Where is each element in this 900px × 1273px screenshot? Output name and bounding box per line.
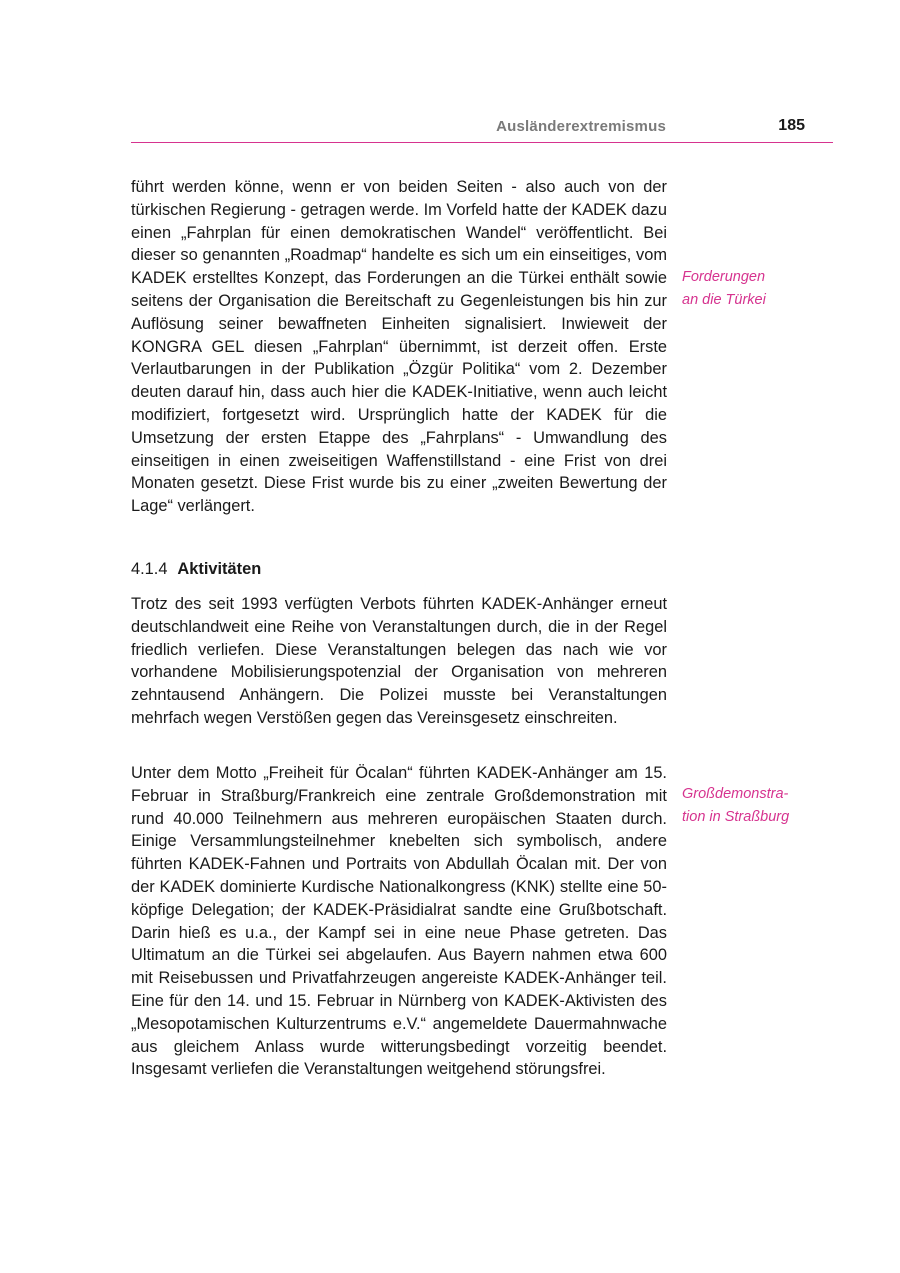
margin-note-line: an die Türkei [682, 291, 766, 308]
page-number: 185 [778, 117, 805, 134]
paragraph-demonstration: Unter dem Motto „Freiheit für Öcalan“ führten KADEK-Anhänger am 15. Februar in Straßburg/Frankreich eine zentrale Großdemonstration mit rund 40.000 Teilnehmern aus mehreren europäischen Staaten durch. Einige Versammlungsteilnehmer knebelten sich symbolisch, andere führten KADEK-Fahnen und Portraits von Abdullah Öcalan mit. Der von der KADEK dominierte Kurdische Nationalkongress (KNK) stellte eine 50-köpfige Delegation; der KADEK-Präsidialrat sandte eine Grußbotschaft. Darin hieß es u.a., der Kampf sei in eine neue Phase getreten. Das Ultimatum an die Türkei sei abgelaufen. Aus Bayern nahmen etwa 600 mit Reisebussen und Privatfahrzeugen angereiste KADEK-Anhänger teil. Eine für den 14. und 15. Februar in Nürnberg von KADEK-Aktivisten des „Mesopotamischen Kulturzentrums e.V.“ angemeldete Dauermahnwache aus gleichem Anlass wurde witterungsbedingt vorzeitig beendet. Insgesamt verliefen die Veranstaltungen weitgehend störungsfrei. [131, 764, 667, 1079]
section-heading [131, 558, 261, 580]
section-number: 4.1.4 [131, 560, 168, 578]
page-header [131, 116, 833, 143]
section-title: Aktivitäten [177, 560, 262, 578]
margin-note-line: tion in Straßburg [682, 808, 790, 825]
margin-note-forderungen [682, 266, 832, 311]
running-title: Ausländerextremismus [496, 118, 666, 135]
margin-note-line: Großdemonstra- [682, 786, 789, 802]
paragraph-activities: Trotz des seit 1993 verfügten Verbots führten KADEK-Anhänger erneut deutschlandweit eine Reihe von Veranstaltungen durch, die in der Regel friedlich verliefen. Diese Veranstaltungen belegen das nach wie vor vorhandene Mobilisierungspotenzial der Organisation von mehreren zehntausend Anhängern. Die Polizei musste bei Veranstaltungen mehrfach wegen Verstößen gegen das Vereinsgesetz einschreiten. [131, 595, 667, 727]
margin-note-grossdemonstration [682, 783, 832, 828]
margin-note-line: Forderungen [682, 269, 766, 285]
paragraph-roadmap: führt werden könne, wenn er von beiden Seiten - also auch von der türkischen Regierung - getragen werde. Im Vorfeld hatte der KADEK dazu einen „Fahrplan für einen demokratischen Wandel“ veröffentlicht. Bei dieser so genannten „Roadmap“ handelte es sich um ein einseitiges, vom KADEK erstelltes Konzept, das Forderungen an die Türkei enthält sowie seitens der Organisation die Bereitschaft zu Gegenleistungen bis hin zur Auflösung seiner bewaffneten Einheiten signalisiert. Inwieweit der KONGRA GEL diesen „Fahrplan“ übernimmt, ist derzeit offen. Erste Verlautbarungen in der Publikation „Özgür Politika“ vom 2. Dezember deuten darauf hin, dass auch hier die KADEK-Initiative, wenn auch leicht modifiziert, fortgesetzt wird. Ursprünglich hatte der KADEK für die Umsetzung der ersten Etappe des „Fahrplans“ - Umwandlung des einseitigen in einen zweiseitigen Waffenstillstand - eine Frist von drei Monaten gesetzt. Diese Frist wurde bis zu einer „zweiten Bewertung der Lage“ verlängert. [131, 178, 667, 516]
